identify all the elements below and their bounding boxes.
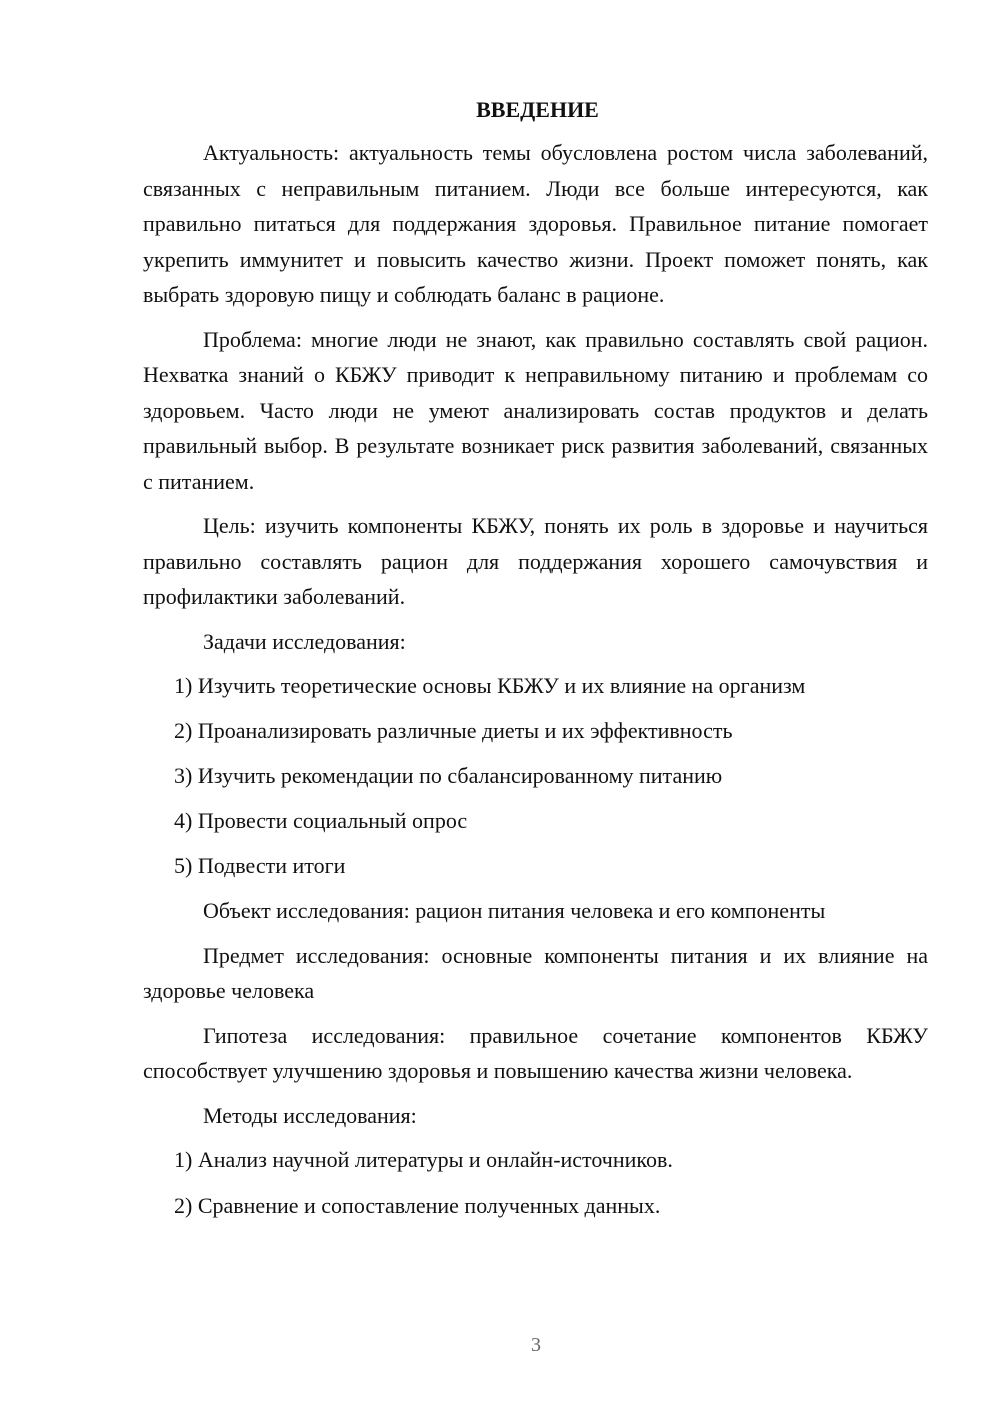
relevance-paragraph: Актуальность: актуальность темы обусловлена ростом числа заболеваний, связанных с неправильным питанием. Люди все больше интересуются, как правильно питаться для поддержания здоровья. Правильное питание помогает укрепить иммунитет и повысить качество жизни. Проект поможет понять, как выбрать здоровую пищу и соблюдать баланс в рационе. (143, 140, 928, 307)
methods-heading: Методы исследования: (203, 1102, 417, 1128)
tasks-heading: Задачи исследования: (203, 628, 406, 654)
list-item: 2) Сравнение и сопоставление полученных данных. (174, 1192, 661, 1218)
goal-paragraph: Цель: изучить компоненты КБЖУ, понять их роль в здоровье и научиться правильно составлять рацион для поддержания хорошего самочувствия и профилактики заболеваний. (143, 513, 928, 609)
list-item: 1) Изучить теоретические основы КБЖУ и их влияние на организм (174, 673, 806, 698)
object-paragraph: Объект исследования: рацион питания человека и его компоненты (203, 898, 826, 924)
hypothesis-paragraph: Гипотеза исследования: правильное сочетание компонентов КБЖУ способствует улучшению здоровья и повышению качества жизни человека. (143, 1022, 928, 1084)
list-item: 3) Изучить рекомендации по сбалансированному питанию (174, 763, 723, 789)
methods-list (143, 1142, 928, 1223)
list-item: 4) Провести социальный опрос (174, 808, 468, 834)
subject-paragraph: Предмет исследования: основные компоненты питания и их влияние на здоровье человека (143, 942, 928, 1004)
list-item: 1) Анализ научной литературы и онлайн-источников. (174, 1147, 673, 1173)
tasks-list (143, 668, 928, 884)
problem-paragraph: Проблема: многие люди не знают, как правильно составлять свой рацион. Нехватка знаний о КБЖУ приводит к неправильному питанию и проблемам со здоровьем. Часто люди не умеют анализировать состав продуктов и делать правильный выбор. В результате возникает риск развития заболеваний, связанных с питанием. (143, 326, 928, 494)
page-title: ВВЕДЕНИЕ (476, 97, 599, 122)
page-number: 3 (531, 1334, 541, 1356)
list-item: 5) Подвести итоги (174, 853, 346, 879)
list-item: 2) Проанализировать различные диеты и их эффективность (174, 718, 733, 744)
